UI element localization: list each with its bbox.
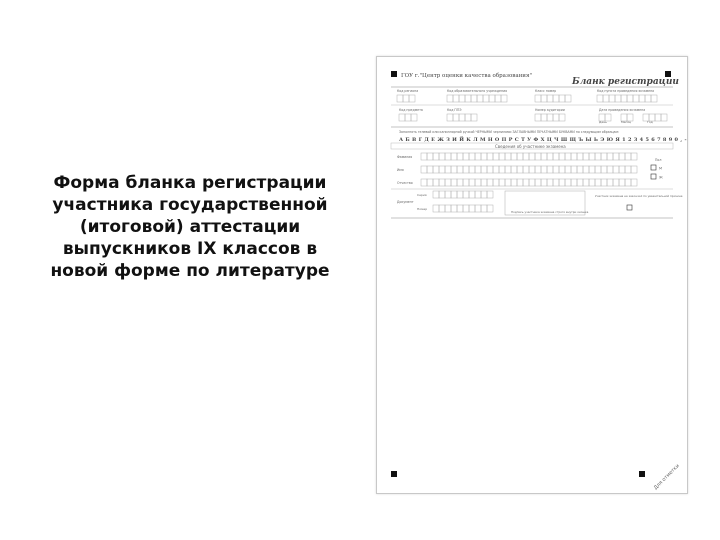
label-exam-date: Дата проведения экзамена <box>599 108 646 112</box>
form-cell <box>547 179 553 186</box>
form-cell <box>421 166 427 173</box>
form-cell <box>469 191 475 198</box>
form-cell <box>505 166 511 173</box>
form-drawing <box>377 57 687 493</box>
label-room: Номер аудитории <box>535 108 565 112</box>
form-cell <box>475 179 481 186</box>
form-cell <box>487 191 493 198</box>
form-cell <box>589 179 595 186</box>
form-cell <box>517 153 523 160</box>
form-cell <box>405 114 411 121</box>
form-cell <box>505 179 511 186</box>
form-cell <box>571 153 577 160</box>
form-cell <box>439 205 445 212</box>
form-cell <box>469 205 475 212</box>
form-cell <box>475 205 481 212</box>
form-cell <box>627 95 633 102</box>
form-cell <box>541 114 547 121</box>
form-cell <box>565 95 571 102</box>
form-cell <box>517 179 523 186</box>
form-cell <box>481 153 487 160</box>
label-number: Номер <box>417 207 428 211</box>
form-cell <box>487 205 493 212</box>
form-cell <box>463 166 469 173</box>
document-cells <box>433 191 493 212</box>
signature-label: Подпись участника экзамена строго внутри окошка <box>511 210 589 214</box>
form-cell <box>601 153 607 160</box>
form-cell <box>607 153 613 160</box>
label-document: Документ <box>397 200 414 204</box>
check-label: Участник экзамена не закончил по уважительной причине <box>595 194 683 198</box>
form-cell <box>451 179 457 186</box>
caption-line-3: (итоговой) аттестации <box>79 217 301 237</box>
form-cell <box>481 166 487 173</box>
form-cell <box>535 95 541 102</box>
form-cell <box>523 153 529 160</box>
form-cell <box>433 179 439 186</box>
form-cell <box>625 166 631 173</box>
form-cell <box>547 153 553 160</box>
form-cell <box>475 191 481 198</box>
form-cell <box>499 179 505 186</box>
corner-marker-bottom-right <box>639 471 645 477</box>
caption-line-1: Форма бланка регистрации <box>53 173 327 193</box>
registration-form-image <box>376 56 688 494</box>
form-cell <box>577 179 583 186</box>
corner-stamp: Для отметки <box>652 463 681 492</box>
label-gender: Пол <box>655 158 662 162</box>
form-cell <box>477 95 483 102</box>
gender-male-box <box>651 165 656 170</box>
form-cell <box>427 166 433 173</box>
label-exam-point: Код пункта проведения экзамена <box>597 89 655 93</box>
form-cell <box>445 191 451 198</box>
form-cell <box>471 114 477 121</box>
form-cell <box>481 205 487 212</box>
form-cell <box>451 153 457 160</box>
form-cell <box>451 191 457 198</box>
form-title: Бланк регистрации <box>572 77 679 87</box>
form-cell <box>457 191 463 198</box>
form-cell <box>463 205 469 212</box>
form-cell <box>565 153 571 160</box>
form-cell <box>487 179 493 186</box>
form-cell <box>625 153 631 160</box>
form-cell <box>541 179 547 186</box>
form-cell <box>499 166 505 173</box>
form-cell <box>433 153 439 160</box>
label-patronymic: Отчество <box>397 181 413 185</box>
form-cell <box>601 166 607 173</box>
form-cell <box>445 205 451 212</box>
form-cell <box>501 95 507 102</box>
form-cell <box>421 179 427 186</box>
form-cell <box>553 179 559 186</box>
form-cell <box>541 166 547 173</box>
form-cell <box>447 114 453 121</box>
form-cell <box>541 95 547 102</box>
form-cell <box>571 166 577 173</box>
form-cell <box>427 179 433 186</box>
form-cell <box>535 153 541 160</box>
form-cell <box>619 179 625 186</box>
form-cell <box>493 153 499 160</box>
label-class: Класс номер <box>535 89 557 93</box>
section-header: Сведения об участнике экзамена <box>495 144 566 149</box>
gender-female-box <box>651 174 656 179</box>
form-cell <box>451 166 457 173</box>
form-cell <box>457 166 463 173</box>
caption-line-2: участника государственной <box>52 195 328 215</box>
form-cell <box>559 95 565 102</box>
form-cell <box>603 95 609 102</box>
form-cell <box>411 114 417 121</box>
form-cell <box>457 179 463 186</box>
label-year: Год <box>647 120 653 124</box>
form-cell <box>559 179 565 186</box>
form-cell <box>541 153 547 160</box>
form-cell <box>583 179 589 186</box>
form-cell <box>619 153 625 160</box>
form-cell <box>409 95 415 102</box>
form-cell <box>639 95 645 102</box>
form-cell <box>439 191 445 198</box>
row1-cells <box>397 95 657 102</box>
form-cell <box>505 153 511 160</box>
form-cell <box>463 153 469 160</box>
form-cell <box>489 95 495 102</box>
label-ppe: Код ППЭ <box>447 108 462 112</box>
form-cell <box>453 114 459 121</box>
form-cell <box>633 95 639 102</box>
form-cell <box>433 166 439 173</box>
corner-marker-top-left <box>391 71 397 77</box>
form-cell <box>601 179 607 186</box>
form-cell <box>481 191 487 198</box>
label-school: Код образовательного учреждения <box>447 89 508 93</box>
form-cell <box>607 166 613 173</box>
form-cell <box>565 166 571 173</box>
form-cell <box>529 166 535 173</box>
form-cell <box>631 179 637 186</box>
form-cell <box>571 179 577 186</box>
form-cell <box>517 166 523 173</box>
label-name: Имя <box>397 168 404 172</box>
form-cell <box>559 153 565 160</box>
form-cell <box>613 153 619 160</box>
form-cell <box>487 153 493 160</box>
form-cell <box>445 179 451 186</box>
form-cell <box>625 179 631 186</box>
form-cell <box>553 153 559 160</box>
label-subject: Код предмета <box>399 108 423 112</box>
form-cell <box>499 153 505 160</box>
form-cell <box>439 166 445 173</box>
form-cell <box>535 114 541 121</box>
form-cell <box>511 153 517 160</box>
form-cell <box>619 166 625 173</box>
form-cell <box>535 179 541 186</box>
form-cell <box>547 166 553 173</box>
form-org-name: ГОУ г."Центр оценки качества образования" <box>401 73 532 79</box>
form-cell <box>583 153 589 160</box>
form-cell <box>535 166 541 173</box>
form-cell <box>583 166 589 173</box>
form-cell <box>589 153 595 160</box>
form-cell <box>447 95 453 102</box>
name-cells <box>421 153 637 186</box>
form-cell <box>559 166 565 173</box>
label-month: Месяц <box>621 120 631 124</box>
form-cell <box>655 114 661 121</box>
form-cell <box>529 179 535 186</box>
form-cell <box>439 153 445 160</box>
form-cell <box>547 114 553 121</box>
form-cell <box>597 95 603 102</box>
form-cell <box>609 95 615 102</box>
caption-line-4: выпускников IX классов в <box>62 239 318 259</box>
form-cell <box>445 153 451 160</box>
form-cell <box>613 179 619 186</box>
corner-marker-bottom-left <box>391 471 397 477</box>
form-cell <box>427 153 433 160</box>
form-cell <box>469 166 475 173</box>
form-cell <box>553 166 559 173</box>
gender-male-label: М <box>659 166 663 171</box>
form-cell <box>433 191 439 198</box>
form-cell <box>475 153 481 160</box>
form-cell <box>661 114 667 121</box>
form-cell <box>439 179 445 186</box>
form-cell <box>523 179 529 186</box>
form-cell <box>457 153 463 160</box>
form-cell <box>465 114 471 121</box>
form-cell <box>553 114 559 121</box>
form-cell <box>463 179 469 186</box>
form-cell <box>631 166 637 173</box>
form-cell <box>529 153 535 160</box>
form-cell <box>523 166 529 173</box>
form-cell <box>457 205 463 212</box>
form-cell <box>433 205 439 212</box>
form-cell <box>483 95 489 102</box>
label-day: День <box>599 120 607 124</box>
form-cell <box>469 153 475 160</box>
form-cell <box>645 95 651 102</box>
form-cell <box>613 166 619 173</box>
form-cell <box>577 166 583 173</box>
form-cell <box>397 95 403 102</box>
form-cell <box>615 95 621 102</box>
form-cell <box>487 166 493 173</box>
label-region: Код региона <box>397 89 419 93</box>
form-cell <box>511 179 517 186</box>
form-cell <box>481 179 487 186</box>
form-cell <box>595 153 601 160</box>
form-instruction: Заполнять гелевой или капиллярной ручкой ЧЕРНЫМИ чернилами ЗАГЛАВНЫМИ ПЕЧАТНЫМИ БУКВАМИ по следующим образцам: <box>399 130 619 134</box>
form-cell <box>631 153 637 160</box>
form-cell <box>589 166 595 173</box>
caption-line-5: новой форме по литературе <box>50 261 330 281</box>
form-cell <box>475 166 481 173</box>
check-box <box>627 205 632 210</box>
form-cell <box>459 95 465 102</box>
form-cell <box>595 166 601 173</box>
form-cell <box>399 114 405 121</box>
form-cell <box>463 191 469 198</box>
form-cell <box>565 179 571 186</box>
form-cell <box>511 166 517 173</box>
label-surname: Фамилия <box>397 155 413 159</box>
gender-female-label: Ж <box>659 175 663 180</box>
form-cell <box>471 95 477 102</box>
form-cell <box>445 166 451 173</box>
slide-caption <box>40 172 340 282</box>
form-cell <box>493 166 499 173</box>
form-cell <box>595 179 601 186</box>
form-cell <box>607 179 613 186</box>
form-cell <box>559 114 565 121</box>
form-cell <box>621 95 627 102</box>
form-cell <box>469 179 475 186</box>
form-cell <box>547 95 553 102</box>
form-cell <box>577 153 583 160</box>
form-cell <box>493 179 499 186</box>
form-cell <box>465 95 471 102</box>
form-cell <box>403 95 409 102</box>
form-cell <box>651 95 657 102</box>
form-cell <box>451 205 457 212</box>
form-cell <box>421 153 427 160</box>
form-alphabet-sample: А Б В Г Д Е Ж З И Й К Л М Н О П Р С Т У Ф Х Ц Ч Ш Щ Ъ Ы Ь Э Ю Я 1 2 3 4 5 6 7 8 9 0 , - <box>399 137 687 143</box>
form-cell <box>459 114 465 121</box>
form-cell <box>453 95 459 102</box>
form-cell <box>495 95 501 102</box>
label-series: Серия <box>417 193 427 197</box>
form-cell <box>553 95 559 102</box>
